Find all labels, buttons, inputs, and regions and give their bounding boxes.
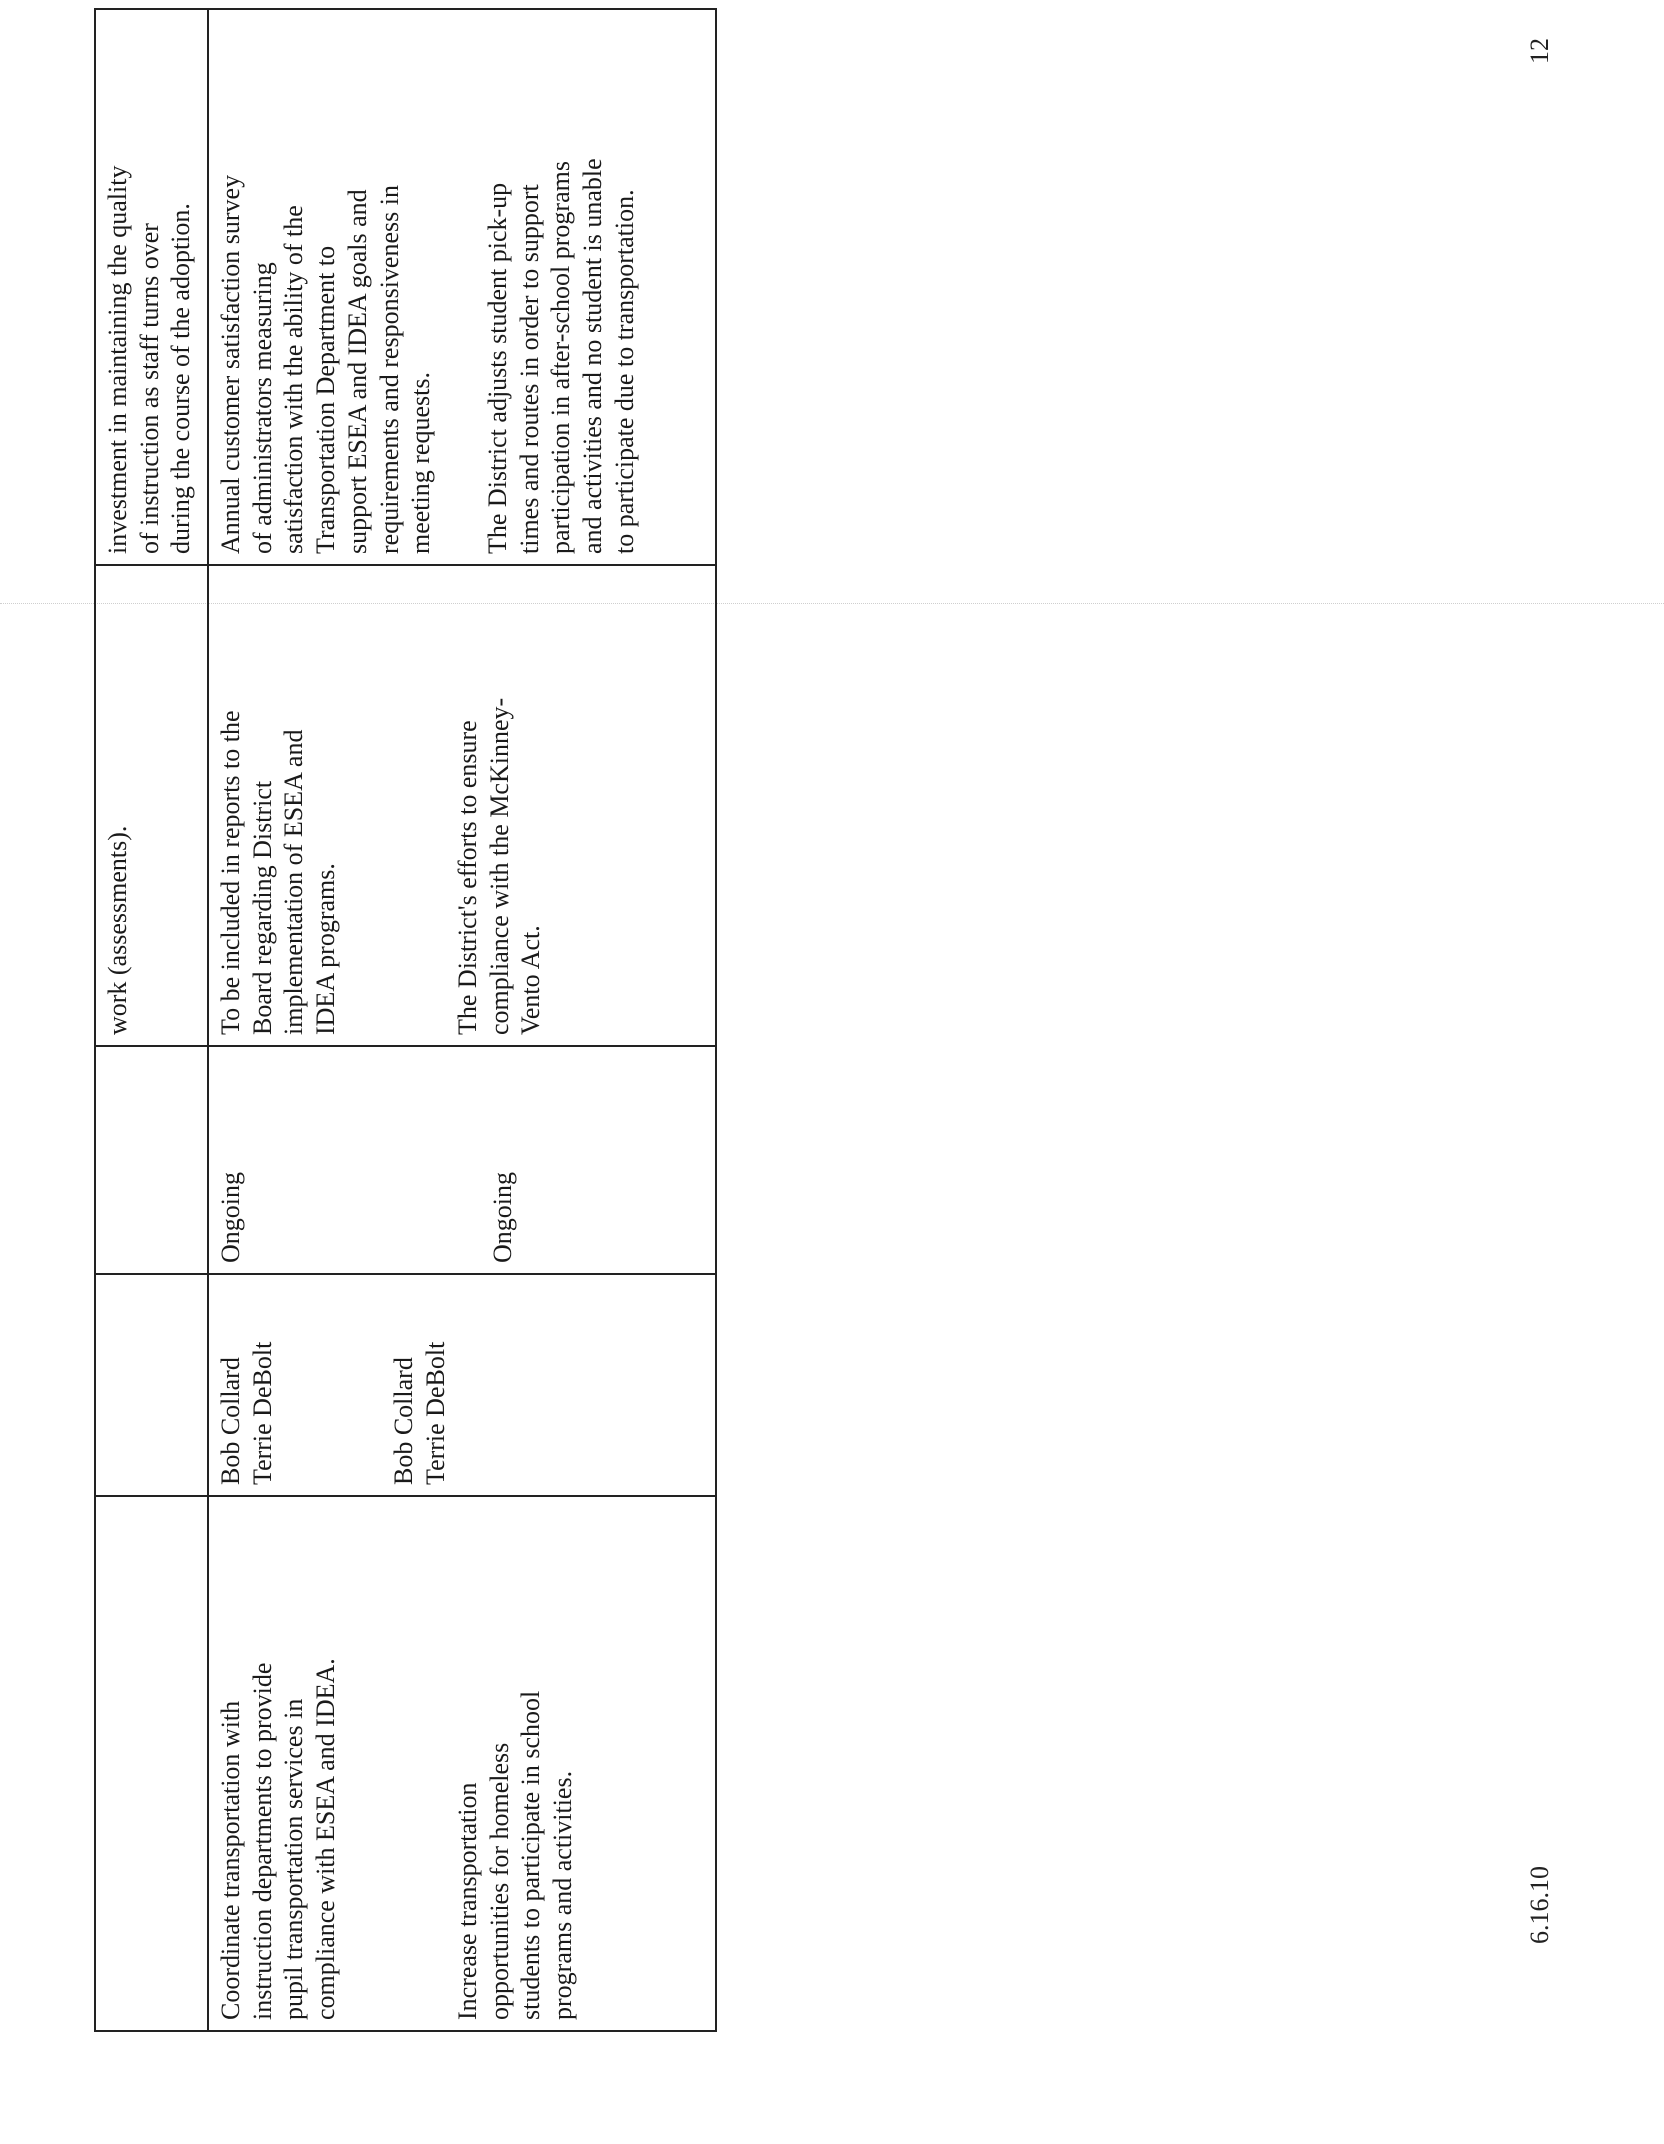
person-name: Bob Collard <box>389 1357 419 1485</box>
evidence-line: Annual customer satisfaction survey <box>216 174 245 554</box>
objective-block-1 <box>215 1507 342 2020</box>
measure-line: implementation of ESEA and <box>279 729 309 1035</box>
evidence-line: and activities and no student is unable <box>578 158 608 554</box>
evidence-line: of instruction as staff turns over <box>134 223 164 554</box>
timeline-cell <box>208 1046 716 1274</box>
measure-line: The District's efforts to ensure <box>452 720 482 1035</box>
objective-line: programs and activities. <box>548 1770 578 2020</box>
objective-block-2 <box>452 1507 579 2020</box>
evidence-line: support ESEA and IDEA goals and <box>342 189 372 554</box>
evidence-line: to participate due to transportation. <box>609 189 639 554</box>
person-name: Terrie DeBolt <box>247 1341 277 1485</box>
evidence-line: during the course of the adoption. <box>166 203 196 554</box>
person-block-1 <box>215 1285 278 1485</box>
measure-line: Vento Act. <box>516 925 546 1035</box>
timeline-value: Ongoing <box>216 1172 245 1263</box>
measure-cell <box>95 565 208 1046</box>
timeline-cell <box>95 1046 208 1274</box>
measure-line: compliance with the McKinney- <box>484 697 514 1035</box>
objective-line: pupil transportation services in <box>279 1698 309 2020</box>
measure-block-1 <box>215 576 342 1035</box>
footer-date: 6.16.10 <box>1525 1866 1554 1944</box>
evidence-cell <box>208 9 716 565</box>
measure-block-2 <box>452 576 547 1035</box>
evidence-line: meeting requests. <box>406 372 436 554</box>
measure-cell <box>208 565 716 1046</box>
timeline-block-1 <box>215 1057 247 1263</box>
measure-line: To be included in reports to the <box>216 710 245 1035</box>
objective-line: instruction departments to provide <box>247 1662 277 2020</box>
person-cell <box>95 1274 208 1496</box>
objective-line: students to participate in school <box>516 1690 546 2020</box>
evidence-line: participation in after-school programs <box>546 161 576 554</box>
timeline-block-2 <box>487 1057 519 1263</box>
objective-line: opportunities for homeless <box>484 1742 514 2020</box>
plan-table <box>94 8 717 2032</box>
person-name: Bob Collard <box>216 1357 245 1485</box>
evidence-block-2 <box>482 20 641 554</box>
person-name: Terrie DeBolt <box>421 1341 451 1485</box>
evidence-line: of administrators measuring <box>247 262 277 554</box>
person-block-2 <box>388 1285 451 1485</box>
measure-line: Board regarding District <box>247 780 277 1035</box>
objective-line: compliance with ESEA and IDEA. <box>311 1658 341 2020</box>
evidence-line: The District adjusts student pick-up <box>483 182 513 554</box>
evidence-line: times and routes in order to support <box>514 184 544 554</box>
person-cell <box>208 1274 716 1496</box>
objective-line: Increase transportation <box>452 1782 482 2020</box>
evidence-line: satisfaction with the ability of the <box>279 205 309 554</box>
timeline-value: Ongoing <box>487 1172 517 1263</box>
objective-cell <box>208 1496 716 2031</box>
evidence-cell <box>95 9 208 565</box>
evidence-line: requirements and responsiveness in <box>374 185 404 554</box>
objective-cell <box>95 1496 208 2031</box>
evidence-line: Transportation Department to <box>311 245 341 554</box>
objective-line: Coordinate transportation with <box>216 1700 245 2020</box>
table-row-transportation <box>208 9 716 2031</box>
evidence-block-1 <box>215 20 437 554</box>
measure-line: IDEA programs. <box>311 863 341 1035</box>
measure-line: work (assessments). <box>103 825 132 1035</box>
page-number: 12 <box>1525 38 1554 64</box>
table-row-continuation <box>95 9 208 2031</box>
evidence-line: investment in maintaining the quality <box>103 165 132 554</box>
